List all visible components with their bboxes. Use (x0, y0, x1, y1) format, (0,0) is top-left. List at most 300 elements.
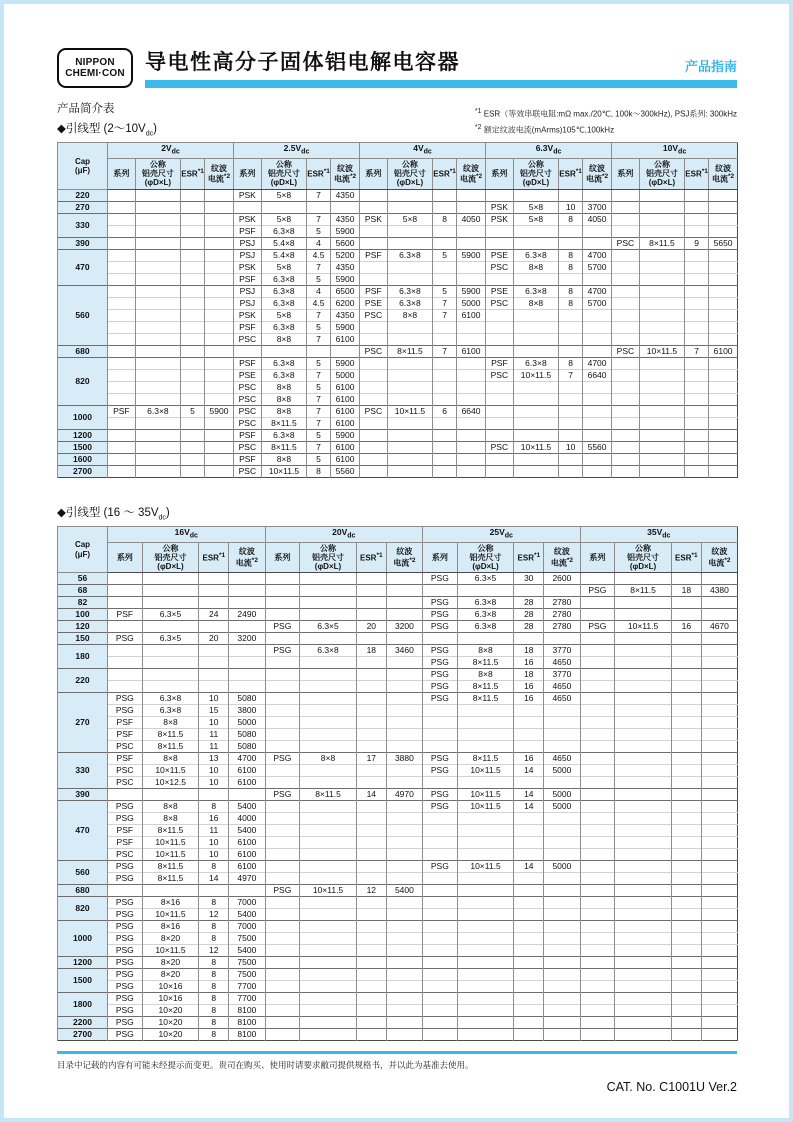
table-row (58, 453, 738, 465)
esr-cell (559, 453, 583, 465)
series-cell (108, 321, 136, 333)
ripple-cell (701, 837, 737, 849)
esr-cell: 8 (199, 921, 229, 933)
table-row (58, 681, 738, 693)
series-cell (108, 357, 136, 369)
ripple-cell: 2780 (544, 621, 580, 633)
series-cell: PSG (423, 657, 458, 669)
esr-cell: 18 (514, 669, 544, 681)
size-cell: 6.3×8 (457, 597, 514, 609)
ripple-cell (544, 969, 580, 981)
table-row (58, 189, 738, 201)
ripple-cell (229, 789, 265, 801)
ripple-cell (386, 957, 422, 969)
size-cell: 6.3×8 (261, 297, 306, 309)
ripple-cell (205, 213, 234, 225)
size-cell (513, 333, 558, 345)
ripple-cell: 4350 (331, 213, 360, 225)
series-cell (108, 345, 136, 357)
size-cell (615, 957, 672, 969)
table2-caption (57, 504, 737, 521)
size-cell (142, 597, 199, 609)
size-cell: 8×8 (457, 645, 514, 657)
series-cell (612, 357, 640, 369)
size-cell: 6.3×8 (142, 693, 199, 705)
esr-cell (685, 417, 709, 429)
series-cell: PSG (265, 645, 300, 657)
size-cell (387, 393, 432, 405)
size-cell: 8×8 (261, 381, 306, 393)
ripple-cell (205, 297, 234, 309)
size-cell (615, 885, 672, 897)
esr-cell: 15 (199, 705, 229, 717)
size-cell: 6.3×8 (387, 285, 432, 297)
size-cell: 10×11.5 (387, 405, 432, 417)
series-cell: PSF (234, 225, 262, 237)
size-cell (615, 729, 672, 741)
size-cell: 10×12.5 (142, 777, 199, 789)
cap-cell: 82 (58, 597, 108, 609)
series-cell (423, 849, 458, 861)
size-cell (135, 237, 180, 249)
size-cell (615, 837, 672, 849)
ripple-cell (205, 465, 234, 477)
chemi-con-logo (57, 48, 133, 88)
table-row (58, 837, 738, 849)
esr-cell (307, 345, 331, 357)
size-cell (513, 405, 558, 417)
table-row (58, 1005, 738, 1017)
size-cell (300, 873, 357, 885)
size-cell (615, 789, 672, 801)
size-cell (457, 933, 514, 945)
series-cell: PSC (234, 441, 262, 453)
size-cell: 5×8 (261, 309, 306, 321)
ripple-cell: 5900 (331, 321, 360, 333)
series-cell: PSF (486, 357, 514, 369)
ripple-cell (205, 237, 234, 249)
esr-cell (356, 873, 386, 885)
esr-cell (685, 453, 709, 465)
esr-cell (356, 573, 386, 585)
series-cell (108, 441, 136, 453)
ripple-cell (544, 933, 580, 945)
size-cell (615, 681, 672, 693)
series-cell: PSG (580, 585, 615, 597)
ripple-cell: 3880 (386, 753, 422, 765)
table-row (58, 597, 738, 609)
cap-cell: 1200 (58, 429, 108, 441)
series-cell (580, 825, 615, 837)
voltage-header: $25V_{dc}$ (423, 526, 581, 542)
series-cell (580, 777, 615, 789)
ripple-cell (701, 897, 737, 909)
esr-cell: 13 (199, 753, 229, 765)
esr-cell (356, 969, 386, 981)
series-cell: PSG (423, 789, 458, 801)
esr-cell (671, 1029, 701, 1041)
esr-cell: 7 (307, 441, 331, 453)
esr-cell (559, 309, 583, 321)
series-cell (612, 189, 640, 201)
series-cell (265, 669, 300, 681)
esr-cell (514, 849, 544, 861)
size-cell (300, 1017, 357, 1029)
series-cell (265, 861, 300, 873)
series-cell (108, 789, 143, 801)
series-cell: PSG (265, 885, 300, 897)
cap-cell: 1500 (58, 441, 108, 453)
series-cell: PSC (108, 849, 143, 861)
ripple-cell: 6100 (331, 333, 360, 345)
series-cell (265, 765, 300, 777)
size-cell (135, 201, 180, 213)
ripple-cell (701, 597, 737, 609)
series-cell (612, 441, 640, 453)
size-cell: 5×8 (261, 261, 306, 273)
series-cell (486, 309, 514, 321)
series-cell (108, 645, 143, 657)
esr-cell (356, 957, 386, 969)
esr-cell (671, 597, 701, 609)
page-title: 导电性高分子固体铝电解电容器 (145, 51, 460, 74)
esr-cell (356, 921, 386, 933)
esr-cell (181, 465, 205, 477)
esr-cell: 10 (199, 849, 229, 861)
ripple-cell (544, 849, 580, 861)
esr-cell (356, 717, 386, 729)
table-row (58, 225, 738, 237)
esr-cell (433, 225, 457, 237)
ripple-cell: 5000 (544, 765, 580, 777)
esr-cell: 8 (433, 213, 457, 225)
series-cell (612, 297, 640, 309)
size-cell: 10×11.5 (457, 801, 514, 813)
ripple-cell (457, 237, 486, 249)
esr-cell (671, 633, 701, 645)
series-cell: PSG (108, 633, 143, 645)
ripple-cell: 6100 (709, 345, 738, 357)
size-cell (135, 225, 180, 237)
esr-cell: 20 (199, 633, 229, 645)
esr-cell (671, 741, 701, 753)
ripple-cell (709, 261, 738, 273)
ripple-cell (229, 669, 265, 681)
esr-cell (199, 645, 229, 657)
ripple-cell (544, 945, 580, 957)
esr-cell: 16 (671, 621, 701, 633)
series-cell (612, 225, 640, 237)
size-cell (300, 777, 357, 789)
series-cell: PSK (486, 201, 514, 213)
series-cell (360, 381, 388, 393)
ripple-cell (386, 909, 422, 921)
cap-cell: 560 (58, 285, 108, 345)
footnote-2 (475, 122, 737, 137)
series-cell: PSC (360, 345, 388, 357)
size-cell: 8×11.5 (142, 861, 199, 873)
size-cell (135, 465, 180, 477)
series-cell (612, 405, 640, 417)
ripple-cell (709, 453, 738, 465)
size-cell (615, 753, 672, 765)
size-cell (142, 621, 199, 633)
table-row (58, 237, 738, 249)
esr-cell: 8 (559, 261, 583, 273)
ripple-cell (457, 465, 486, 477)
esr-cell (433, 261, 457, 273)
ripple-cell (205, 393, 234, 405)
size-cell (615, 657, 672, 669)
esr-cell (433, 273, 457, 285)
size-cell: 8×11.5 (639, 237, 684, 249)
series-cell: PSK (234, 189, 262, 201)
cap-header: Cap (μF) (58, 143, 108, 189)
size-header: 公称 铝壳尺寸 (φD×L) (261, 159, 306, 190)
size-cell (457, 981, 514, 993)
series-cell (580, 1017, 615, 1029)
ripple-cell (457, 201, 486, 213)
size-cell (615, 873, 672, 885)
esr-cell: 16 (514, 657, 544, 669)
series-cell (580, 681, 615, 693)
table-row (58, 417, 738, 429)
intro-row (57, 100, 737, 137)
size-cell (135, 357, 180, 369)
esr-cell: 7 (433, 297, 457, 309)
size-cell: 6.3×8 (261, 225, 306, 237)
esr-cell (685, 309, 709, 321)
esr-cell (514, 837, 544, 849)
series-cell (580, 897, 615, 909)
size-cell (457, 705, 514, 717)
series-cell (108, 309, 136, 321)
ripple-cell (457, 381, 486, 393)
esr-cell: 18 (356, 645, 386, 657)
esr-cell (356, 1029, 386, 1041)
size-cell (615, 849, 672, 861)
esr-cell (685, 465, 709, 477)
esr-cell (181, 213, 205, 225)
table-row (58, 945, 738, 957)
esr-cell (356, 585, 386, 597)
cap-cell: 1000 (58, 405, 108, 429)
esr-cell (514, 981, 544, 993)
size-cell (513, 321, 558, 333)
esr-cell: 30 (514, 573, 544, 585)
ripple-cell (544, 981, 580, 993)
esr-cell (685, 333, 709, 345)
size-cell (615, 741, 672, 753)
ripple-cell: 6100 (331, 453, 360, 465)
ripple-cell (205, 417, 234, 429)
series-cell (360, 333, 388, 345)
esr-cell (671, 801, 701, 813)
series-cell (108, 189, 136, 201)
cap-cell: 220 (58, 669, 108, 693)
table-row (58, 777, 738, 789)
esr-cell: 10 (559, 201, 583, 213)
table-row (58, 909, 738, 921)
ripple-cell (457, 357, 486, 369)
esr-cell (559, 333, 583, 345)
size-cell: 6.3×8 (513, 249, 558, 261)
ripple-cell (386, 693, 422, 705)
ripple-cell (386, 933, 422, 945)
series-cell: PSG (265, 621, 300, 633)
size-cell (639, 249, 684, 261)
esr-cell: 14 (514, 789, 544, 801)
cap-cell: 68 (58, 585, 108, 597)
size-cell (142, 585, 199, 597)
esr-cell (559, 273, 583, 285)
series-cell (612, 453, 640, 465)
series-cell: PSC (234, 417, 262, 429)
ripple-cell (205, 441, 234, 453)
size-cell (142, 681, 199, 693)
series-cell (580, 705, 615, 717)
esr-cell: 5 (307, 273, 331, 285)
table-row (58, 825, 738, 837)
size-cell (142, 789, 199, 801)
ripple-cell (386, 873, 422, 885)
esr-cell: 7 (307, 393, 331, 405)
ripple-cell (386, 921, 422, 933)
footnotes (475, 106, 737, 137)
esr-cell (433, 237, 457, 249)
ripple-cell: 4970 (386, 789, 422, 801)
series-cell: PSC (234, 465, 262, 477)
esr-cell (685, 261, 709, 273)
esr-cell (181, 357, 205, 369)
disclaimer-text: 目录中记载的内容有可能未经提示而变更。贵司在购买、使用时请要求敝司提供规格书，并以此为基准去使用。 (57, 1060, 474, 1070)
ripple-cell: 5000 (544, 861, 580, 873)
table-row (58, 381, 738, 393)
esr-cell: 8 (199, 981, 229, 993)
series-cell: PSG (423, 669, 458, 681)
esr-cell: 10 (199, 693, 229, 705)
esr-cell (514, 921, 544, 933)
esr-cell (356, 1005, 386, 1017)
table-row (58, 705, 738, 717)
esr-cell: 11 (199, 741, 229, 753)
esr-cell: 7 (307, 189, 331, 201)
size-cell (300, 849, 357, 861)
size-cell (457, 633, 514, 645)
table1-caption-text: ◆引线型 (2～10V (57, 123, 146, 135)
cap-cell: 1600 (58, 453, 108, 465)
ripple-cell: 3460 (386, 645, 422, 657)
size-cell (615, 921, 672, 933)
size-cell (457, 741, 514, 753)
series-cell (486, 189, 514, 201)
esr-cell: 7 (307, 417, 331, 429)
esr-cell: 7 (307, 213, 331, 225)
ripple-cell (457, 261, 486, 273)
size-cell: 8×8 (513, 261, 558, 273)
ripple-cell (701, 801, 737, 813)
esr-cell (671, 897, 701, 909)
esr-cell (307, 201, 331, 213)
esr-cell (514, 873, 544, 885)
series-cell: PSG (108, 897, 143, 909)
esr-cell (356, 849, 386, 861)
size-cell: 8×8 (300, 753, 357, 765)
esr-cell (671, 945, 701, 957)
ripple-cell (544, 741, 580, 753)
ripple-cell (544, 1029, 580, 1041)
ripple-cell (544, 705, 580, 717)
series-cell (265, 801, 300, 813)
esr-cell: 10 (199, 777, 229, 789)
series-cell (265, 1005, 300, 1017)
size-cell (615, 693, 672, 705)
size-cell (457, 777, 514, 789)
ripple-cell (701, 765, 737, 777)
size-cell: 10×11.5 (300, 885, 357, 897)
size-cell: 8×8 (142, 813, 199, 825)
series-cell (108, 681, 143, 693)
size-cell: 8×8 (261, 453, 306, 465)
cap-cell: 820 (58, 897, 108, 921)
size-cell: 8×16 (142, 897, 199, 909)
esr-cell (199, 597, 229, 609)
table-row (58, 969, 738, 981)
table-row (58, 429, 738, 441)
ripple-cell (386, 969, 422, 981)
size-cell (387, 465, 432, 477)
esr-cell (559, 345, 583, 357)
ripple-cell (544, 717, 580, 729)
series-cell (612, 465, 640, 477)
size-cell (513, 453, 558, 465)
size-cell: 5.4×8 (261, 237, 306, 249)
esr-cell (356, 681, 386, 693)
esr-cell (356, 981, 386, 993)
voltage-header: $20V_{dc}$ (265, 526, 423, 542)
esr-cell (181, 249, 205, 261)
table-row (58, 321, 738, 333)
esr-cell (514, 993, 544, 1005)
series-cell (423, 873, 458, 885)
esr-cell (199, 573, 229, 585)
esr-cell: 20 (356, 621, 386, 633)
size-cell (387, 453, 432, 465)
series-cell (360, 357, 388, 369)
series-cell (612, 333, 640, 345)
series-cell (265, 681, 300, 693)
ripple-header: 纹波 电流$^{*2}$ (331, 159, 360, 190)
series-cell (265, 969, 300, 981)
esr-cell (181, 189, 205, 201)
ripple-cell (544, 1005, 580, 1017)
esr-cell (685, 285, 709, 297)
esr-cell (356, 861, 386, 873)
ripple-cell: 5000 (457, 297, 486, 309)
ripple-cell: 5080 (229, 729, 265, 741)
cap-cell: 120 (58, 621, 108, 633)
esr-cell: 12 (199, 909, 229, 921)
size-cell (615, 645, 672, 657)
series-header: 系列 (108, 542, 143, 573)
esr-cell: 4 (307, 237, 331, 249)
esr-cell: 7 (433, 345, 457, 357)
size-cell (135, 285, 180, 297)
series-cell: PSG (423, 693, 458, 705)
series-cell: PSF (234, 357, 262, 369)
size-cell (135, 273, 180, 285)
series-cell: PSF (108, 837, 143, 849)
